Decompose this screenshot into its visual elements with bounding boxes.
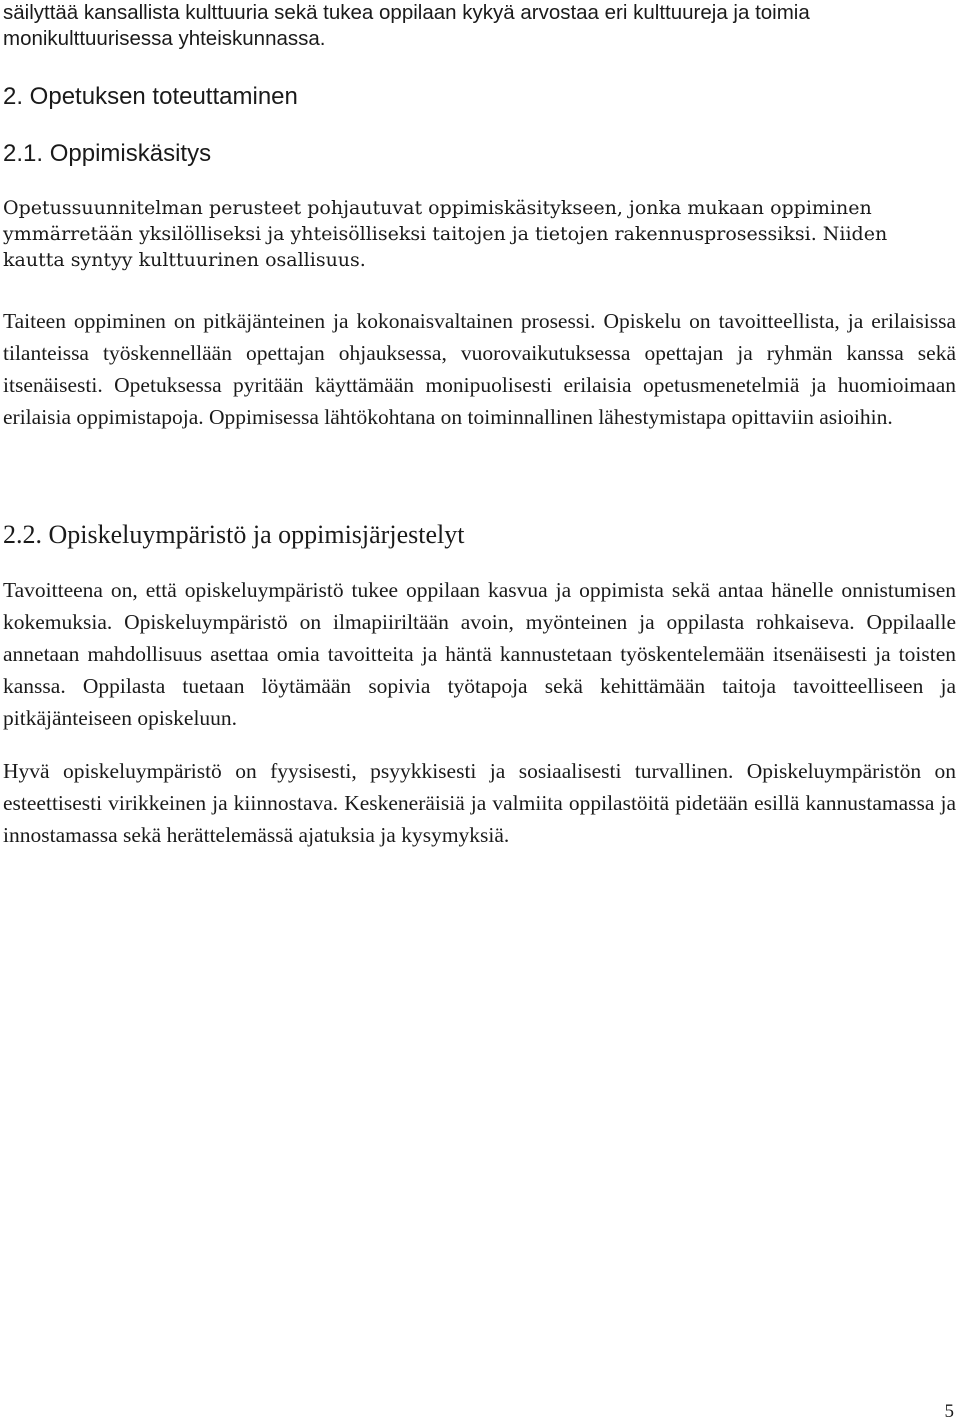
section-heading-2-1: 2.1. Oppimiskäsitys [3,140,212,167]
page-number: 5 [944,1401,954,1422]
opiskeluymparisto-paragraph-1: Tavoitteena on, että opiskeluympäristö tukee oppilaan kasvua ja oppimista sekä antaa hänelle onnistumisen kokemuksia. Opiskeluympäristö on ilmapiiriltään avoin, myönteinen ja oppilasta rohkaiseva. Oppilaalle annetaan mahdollisuus asettaa omia tavoitteita ja häntä kannustetaan työskentelemään itsenäisesti ja toisten kanssa. Oppilasta tuetaan löytämään sopivia työtapoja sekä kehittämään taitoja tavoitteelliseen ja pitkäjänteiseen opiskeluun. [3,578,956,730]
oppimiskasitys-paragraph-1 [3,195,956,273]
text-line: Opetussuunnitelman perusteet pohjautuvat oppimiskäsitykseen, jonka mukaan oppiminen [3,197,872,219]
oppimiskasitys-paragraph-2: Taiteen oppiminen on pitkäjänteinen ja kokonaisvaltainen prosessi. Opiskelu on tavoitteellista, ja erilaisissa tilanteissa työskennellään opettajan ohjauksessa, vuorovaikutuksessa opettajan ja ryhmän kanssa sekä itsenäisesti. Opetuksessa pyritään käyttämään monipuolisesti erilaisia opetusmenetelmiä ja huomioimaan erilaisia oppimistapoja. Oppimisessa lähtökohtana on toiminnallinen lähestymistapa opittaviin asioihin. [3,309,956,429]
text-line: ymmärretään yksilölliseksi ja yhteisölliseksi taitojen ja tietojen rakennusprosessiksi. Niiden [3,223,888,245]
text-line: monikulttuurisessa yhteiskunnassa. [3,27,326,50]
text-line: kautta syntyy kulttuurinen osallisuus. [3,249,366,271]
section-heading-2: 2. Opetuksen toteuttaminen [3,83,298,110]
text-line: säilyttää kansallista kulttuuria sekä tukea oppilaan kykyä arvostaa eri kulttuureja ja toimia [3,1,810,24]
section-heading-2-2: 2.2. Opiskeluympäristö ja oppimisjärjestelyt [3,520,465,549]
intro-paragraph-continuation [3,0,956,52]
opiskeluymparisto-paragraph-2: Hyvä opiskeluympäristö on fyysisesti, psyykkisesti ja sosiaalisesti turvallinen. Opiskeluympäristön on esteettisesti virikkeinen ja kiinnostava. Keskeneräisiä ja valmiita oppilastöitä pidetään esillä kannustamassa ja innostamassa sekä herättelemässä ajatuksia ja kysymyksiä. [3,759,956,847]
